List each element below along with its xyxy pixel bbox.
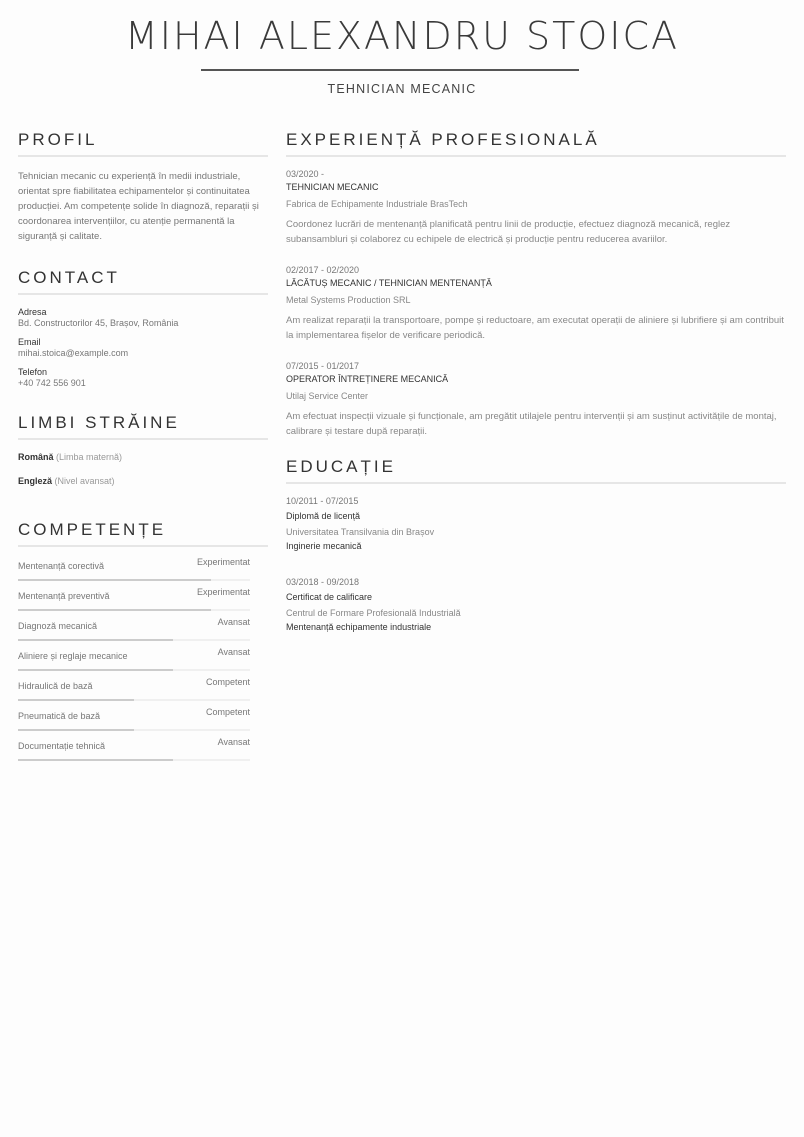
education-date: 03/2018 - 09/2018 bbox=[286, 577, 360, 587]
skill-item bbox=[18, 611, 268, 641]
skill-level: Experimentat bbox=[196, 557, 250, 567]
degree: Diplomă de licență bbox=[286, 511, 361, 521]
contact-label: Email bbox=[18, 337, 41, 347]
section-heading: LIMBI STRĂINE bbox=[18, 413, 268, 440]
job-date: 07/2015 - 01/2017 bbox=[286, 361, 360, 371]
education-item bbox=[286, 577, 786, 632]
job-date: 03/2020 - bbox=[286, 169, 325, 179]
job-title: OPERATOR ÎNTREȚINERE MECANICĂ bbox=[286, 374, 449, 384]
job-description: Am efectuat inspecții vizuale și funcționale, am pregătit utilajele pentru intervenții și am susținut activitățile de montaj, calibrare și testare după reparații. bbox=[286, 411, 777, 437]
profile-text: Tehnician mecanic cu experiență în medii industriale, orientat spre fiabilitatea echipamentelor și continuitatea producției. Am competențe solide în diagnoză, reparații și coordonarea intervențiilor, cu atenție permanentă la siguranță și calitate. bbox=[18, 171, 259, 242]
skill-name: Pneumatică de bază bbox=[18, 711, 101, 721]
education-list bbox=[286, 496, 786, 632]
section-heading: CONTACT bbox=[18, 268, 268, 295]
skill-level: Competent bbox=[205, 677, 250, 687]
institution: Centrul de Formare Profesională Industrială bbox=[286, 608, 461, 618]
skill-bar-fill bbox=[18, 759, 173, 761]
language-item bbox=[18, 476, 268, 486]
language-level: (Nivel avansat) bbox=[54, 476, 115, 486]
experience-list bbox=[286, 169, 786, 439]
experience-item bbox=[286, 265, 786, 343]
skill-item bbox=[18, 551, 268, 581]
section-heading: EDUCAȚIE bbox=[286, 457, 786, 484]
experience-section bbox=[286, 130, 786, 439]
contact-label: Adresa bbox=[18, 307, 47, 317]
experience-item bbox=[286, 361, 786, 439]
language-name: Engleză bbox=[18, 476, 53, 486]
skills-section bbox=[18, 520, 268, 761]
skill-item bbox=[18, 581, 268, 611]
skill-bar-track bbox=[18, 759, 250, 761]
languages-section bbox=[18, 413, 268, 486]
skill-name: Aliniere și reglaje mecanice bbox=[18, 651, 128, 661]
job-date: 02/2017 - 02/2020 bbox=[286, 265, 360, 275]
contact-section bbox=[18, 268, 268, 389]
right-column bbox=[286, 130, 786, 658]
field-of-study: Inginerie mecanică bbox=[286, 541, 362, 551]
language-level: (Limba maternă) bbox=[56, 452, 123, 462]
skill-item bbox=[18, 671, 268, 701]
job-title: TEHNICIAN MECANIC bbox=[327, 82, 477, 96]
section-heading: EXPERIENȚĂ PROFESIONALĂ bbox=[286, 130, 786, 157]
skill-name: Mentenanță corectivă bbox=[18, 561, 105, 571]
skill-level: Avansat bbox=[217, 617, 250, 627]
skills-list bbox=[18, 551, 268, 761]
degree: Certificat de calificare bbox=[286, 592, 373, 602]
company-name: Utilaj Service Center bbox=[286, 391, 369, 401]
job-description: Coordonez lucrări de mentenanță planificată pentru linii de producție, efectuez diagnoză mecanică, reglez subansambluri și colaborez cu echipele de electrică și producție pentru reducerea avariilor. bbox=[286, 219, 731, 245]
profile-section bbox=[18, 130, 268, 244]
address-value: Bd. Constructorilor 45, Brașov, România bbox=[18, 318, 179, 328]
left-column bbox=[18, 130, 268, 785]
job-description: Am realizat reparații la transportoare, pompe și reductoare, am executat operații de aliniere și lubrifiere și am contribuit la implementarea fișelor de verificare periodică. bbox=[286, 315, 784, 341]
candidate-name: MIHAI ALEXANDRU STOICA bbox=[124, 14, 679, 58]
skill-level: Avansat bbox=[217, 647, 250, 657]
skill-level: Avansat bbox=[217, 737, 250, 747]
experience-item bbox=[286, 169, 786, 247]
skill-item bbox=[18, 641, 268, 671]
institution: Universitatea Transilvania din Brașov bbox=[286, 527, 435, 537]
language-item bbox=[18, 452, 268, 462]
job-title: TEHNICIAN MECANIC bbox=[286, 182, 379, 192]
skill-level: Competent bbox=[205, 707, 250, 717]
header-divider bbox=[201, 69, 579, 71]
job-title: LĂCĂTUȘ MECANIC / TEHNICIAN MENTENANȚĂ bbox=[286, 278, 492, 288]
skill-item bbox=[18, 701, 268, 731]
skill-name: Mentenanță preventivă bbox=[18, 591, 110, 601]
skill-name: Hidraulică de bază bbox=[18, 681, 93, 691]
phone-value[interactable]: +40 742 556 901 bbox=[18, 378, 86, 388]
email-value[interactable]: mihai.stoica@example.com bbox=[18, 348, 129, 358]
language-name: Română bbox=[18, 452, 54, 462]
company-name: Metal Systems Production SRL bbox=[286, 295, 411, 305]
skill-name: Diagnoză mecanică bbox=[18, 621, 98, 631]
education-section bbox=[286, 457, 786, 632]
skill-name: Documentație tehnică bbox=[18, 741, 106, 751]
contact-label: Telefon bbox=[18, 367, 48, 377]
education-item bbox=[286, 496, 786, 551]
company-name: Fabrica de Echipamente Industriale BrasTech bbox=[286, 199, 468, 209]
section-heading: PROFIL bbox=[18, 130, 268, 157]
education-date: 10/2011 - 07/2015 bbox=[286, 496, 359, 506]
field-of-study: Mentenanță echipamente industriale bbox=[286, 622, 432, 632]
skill-item bbox=[18, 731, 268, 761]
section-heading: COMPETENȚE bbox=[18, 520, 268, 547]
skill-level: Experimentat bbox=[196, 587, 250, 597]
